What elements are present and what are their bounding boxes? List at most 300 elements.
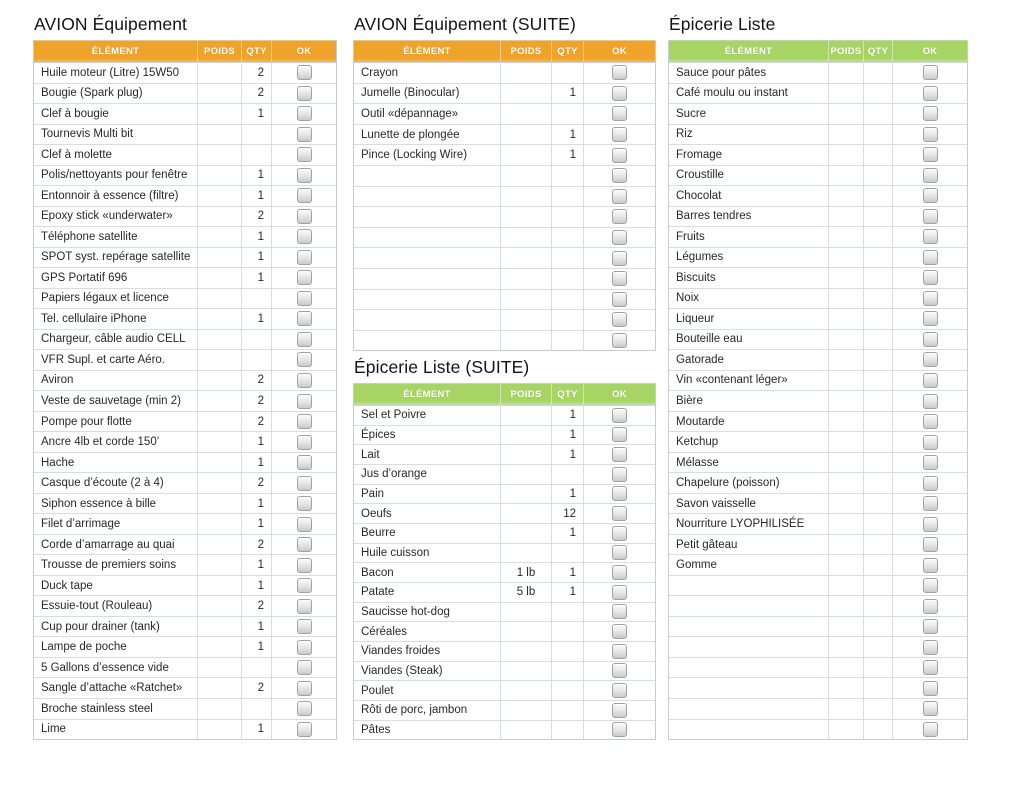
element-cell: Mélasse: [676, 456, 719, 469]
element-cell: Barres tendres: [676, 210, 752, 223]
element-cell: Croustille: [676, 169, 724, 182]
ok-cell: [892, 678, 967, 698]
ok-checkbox[interactable]: [612, 230, 627, 245]
ok-cell: [892, 494, 967, 514]
ok-checkbox[interactable]: [612, 427, 627, 442]
ok-checkbox[interactable]: [923, 496, 938, 511]
element-cell: [669, 576, 828, 596]
table-row: [34, 657, 336, 678]
ok-checkbox[interactable]: [612, 663, 627, 678]
ok-checkbox[interactable]: [297, 537, 312, 552]
table-row: [34, 452, 336, 473]
qty-cell: [863, 494, 892, 514]
ok-cell: [271, 166, 336, 186]
qty-cell: [863, 84, 892, 104]
element-cell: Bougie (Spark plug): [41, 87, 143, 100]
ok-cell: [271, 268, 336, 288]
ok-checkbox[interactable]: [297, 660, 312, 675]
ok-checkbox[interactable]: [297, 578, 312, 593]
poids-cell: [828, 514, 863, 534]
ok-checkbox[interactable]: [297, 250, 312, 265]
ok-cell: [583, 84, 655, 104]
qty-cell: [863, 289, 892, 309]
element-cell: Téléphone satellite: [41, 230, 138, 243]
element-cell: Riz: [676, 128, 693, 141]
ok-checkbox[interactable]: [297, 435, 312, 450]
ok-checkbox[interactable]: [923, 65, 938, 80]
ok-cell: [583, 187, 655, 207]
element-cell: Casque d’écoute (2 à 4): [41, 477, 164, 490]
ok-checkbox[interactable]: [612, 644, 627, 659]
poids-cell: [197, 330, 241, 350]
table-row: [354, 661, 655, 681]
element-cell: [354, 187, 500, 207]
poids-cell: [500, 465, 551, 484]
header-cell-qty: QTY: [551, 41, 583, 62]
ok-checkbox[interactable]: [297, 373, 312, 388]
element-cell: Chocolat: [676, 189, 722, 202]
ok-checkbox[interactable]: [297, 352, 312, 367]
table-row: [354, 268, 655, 289]
qty-cell: 1: [241, 576, 271, 596]
ok-checkbox[interactable]: [612, 189, 627, 204]
qty-cell: 2: [241, 678, 271, 698]
table-row: [34, 698, 336, 719]
table-row: [354, 641, 655, 661]
header-cell-poids: POIDS: [500, 384, 551, 405]
poids-cell: [500, 485, 551, 504]
poids-cell: 1 lb: [500, 563, 551, 582]
ok-checkbox[interactable]: [612, 585, 627, 600]
element-cell: [354, 290, 500, 310]
element-cell: Savon vaisselle: [676, 497, 756, 510]
element-cell: [354, 331, 500, 351]
ok-cell: [892, 658, 967, 678]
table-row: [34, 226, 336, 247]
ok-cell: [892, 350, 967, 370]
table-row: [354, 464, 655, 484]
element-cell: Noix: [676, 292, 700, 305]
ok-cell: [583, 228, 655, 248]
ok-checkbox[interactable]: [923, 127, 938, 142]
ok-cell: [583, 166, 655, 186]
ok-checkbox[interactable]: [297, 455, 312, 470]
ok-checkbox[interactable]: [923, 291, 938, 306]
poids-cell: [828, 350, 863, 370]
table-header-row: [354, 41, 655, 62]
ok-checkbox[interactable]: [612, 703, 627, 718]
ok-checkbox[interactable]: [923, 435, 938, 450]
ok-checkbox[interactable]: [923, 86, 938, 101]
qty-cell: [863, 371, 892, 391]
ok-checkbox[interactable]: [923, 476, 938, 491]
qty-cell: 1: [241, 186, 271, 206]
table-row: [34, 493, 336, 514]
ok-checkbox[interactable]: [612, 312, 627, 327]
ok-cell: [271, 555, 336, 575]
table-row: [669, 226, 967, 247]
ok-cell: [271, 453, 336, 473]
ok-checkbox[interactable]: [612, 486, 627, 501]
poids-cell: [500, 331, 551, 351]
qty-cell: [241, 330, 271, 350]
ok-checkbox[interactable]: [923, 517, 938, 532]
ok-checkbox[interactable]: [612, 271, 627, 286]
poids-cell: [828, 699, 863, 719]
table-row: [354, 700, 655, 720]
ok-checkbox[interactable]: [923, 229, 938, 244]
poids-cell: [828, 494, 863, 514]
page-title: Épicerie Liste: [669, 14, 776, 34]
table-row: [34, 370, 336, 391]
element-cell: Aviron: [41, 374, 74, 387]
qty-cell: [863, 145, 892, 165]
ok-checkbox[interactable]: [297, 209, 312, 224]
ok-checkbox[interactable]: [297, 640, 312, 655]
ok-checkbox[interactable]: [612, 86, 627, 101]
poids-cell: [197, 720, 241, 740]
poids-cell: [500, 721, 551, 740]
qty-cell: 1: [241, 432, 271, 452]
ok-checkbox[interactable]: [923, 455, 938, 470]
table-row: [669, 206, 967, 227]
element-cell: [354, 228, 500, 248]
ok-checkbox[interactable]: [297, 270, 312, 285]
table-row: [354, 144, 655, 165]
ok-checkbox[interactable]: [923, 701, 938, 716]
ok-checkbox[interactable]: [923, 558, 938, 573]
ok-checkbox[interactable]: [612, 408, 627, 423]
element-cell: [354, 269, 500, 289]
element-cell: Fromage: [676, 148, 723, 161]
table-row: [34, 616, 336, 637]
section-epicerie-liste: [668, 13, 968, 740]
header-cell-element: ÉLÉMENT: [403, 46, 451, 57]
ok-checkbox[interactable]: [923, 537, 938, 552]
ok-checkbox[interactable]: [297, 681, 312, 696]
ok-cell: [271, 391, 336, 411]
ok-cell: [583, 290, 655, 310]
header-cell-ok: OK: [892, 41, 967, 62]
ok-cell: [583, 662, 655, 681]
ok-checkbox[interactable]: [297, 291, 312, 306]
ok-checkbox[interactable]: [923, 270, 938, 285]
poids-cell: [500, 406, 551, 425]
ok-checkbox[interactable]: [612, 65, 627, 80]
element-cell: Beurre: [361, 527, 396, 540]
table-row: [34, 329, 336, 350]
ok-checkbox[interactable]: [612, 292, 627, 307]
ok-checkbox[interactable]: [612, 526, 627, 541]
poids-cell: [197, 637, 241, 657]
ok-checkbox[interactable]: [612, 333, 627, 348]
ok-checkbox[interactable]: [923, 147, 938, 162]
qty-cell: [863, 555, 892, 575]
ok-cell: [271, 186, 336, 206]
ok-cell: [583, 207, 655, 227]
table-row: [34, 288, 336, 309]
poids-cell: [197, 63, 241, 83]
ok-checkbox[interactable]: [612, 148, 627, 163]
poids-cell: [828, 145, 863, 165]
ok-cell: [892, 84, 967, 104]
ok-checkbox[interactable]: [612, 447, 627, 462]
poids-cell: [828, 576, 863, 596]
element-cell: GPS Portatif 696: [41, 271, 128, 284]
ok-cell: [583, 248, 655, 268]
ok-checkbox[interactable]: [923, 311, 938, 326]
element-cell: Petit gâteau: [676, 538, 738, 551]
element-cell: Légumes: [676, 251, 724, 264]
qty-cell: [863, 63, 892, 83]
poids-cell: [197, 227, 241, 247]
poids-cell: [828, 555, 863, 575]
ok-checkbox[interactable]: [612, 168, 627, 183]
ok-cell: [271, 473, 336, 493]
qty-cell: [551, 104, 583, 124]
ok-checkbox[interactable]: [923, 209, 938, 224]
qty-cell: 2: [241, 473, 271, 493]
table-row: [34, 144, 336, 165]
ok-checkbox[interactable]: [923, 250, 938, 265]
ok-checkbox[interactable]: [923, 660, 938, 675]
qty-cell: 1: [551, 125, 583, 145]
ok-checkbox[interactable]: [297, 414, 312, 429]
ok-checkbox[interactable]: [612, 467, 627, 482]
poids-cell: [197, 617, 241, 637]
qty-cell: 1: [241, 227, 271, 247]
ok-checkbox[interactable]: [297, 332, 312, 347]
ok-checkbox[interactable]: [612, 565, 627, 580]
poids-cell: [197, 289, 241, 309]
table-row: [669, 165, 967, 186]
element-cell: Saucisse hot-dog: [361, 605, 450, 618]
element-cell: Hache: [41, 456, 75, 469]
qty-cell: [863, 678, 892, 698]
qty-cell: 1: [551, 426, 583, 445]
ok-cell: [271, 412, 336, 432]
qty-cell: [863, 576, 892, 596]
ok-checkbox[interactable]: [923, 640, 938, 655]
table-header-row: [354, 384, 655, 405]
ok-checkbox[interactable]: [297, 394, 312, 409]
poids-cell: [500, 642, 551, 661]
table-row: [669, 144, 967, 165]
element-cell: Chapelure (poisson): [676, 477, 780, 490]
poids-cell: [197, 84, 241, 104]
ok-checkbox[interactable]: [923, 106, 938, 121]
qty-cell: 2: [241, 63, 271, 83]
element-cell: Entonnoir à essence (filtre): [41, 189, 179, 202]
ok-checkbox[interactable]: [297, 619, 312, 634]
ok-checkbox[interactable]: [612, 209, 627, 224]
ok-checkbox[interactable]: [612, 722, 627, 737]
poids-cell: [197, 371, 241, 391]
header-cell-ok: OK: [583, 384, 655, 405]
ok-checkbox[interactable]: [297, 558, 312, 573]
table-row: [34, 62, 336, 83]
ok-checkbox[interactable]: [297, 168, 312, 183]
ok-checkbox[interactable]: [297, 188, 312, 203]
ok-checkbox[interactable]: [923, 373, 938, 388]
ok-checkbox[interactable]: [297, 311, 312, 326]
qty-cell: [551, 603, 583, 622]
ok-cell: [583, 465, 655, 484]
element-cell: Pompe pour flotte: [41, 415, 132, 428]
ok-checkbox[interactable]: [297, 106, 312, 121]
ok-cell: [271, 309, 336, 329]
ok-cell: [271, 248, 336, 268]
ok-cell: [583, 622, 655, 641]
qty-cell: 2: [241, 535, 271, 555]
table-row: [354, 680, 655, 700]
ok-cell: [892, 104, 967, 124]
poids-cell: [197, 514, 241, 534]
ok-checkbox[interactable]: [612, 106, 627, 121]
table-row: [669, 308, 967, 329]
element-cell: Sangle d’attache «Ratchet»: [41, 682, 183, 695]
ok-checkbox[interactable]: [297, 65, 312, 80]
ok-checkbox[interactable]: [297, 722, 312, 737]
ok-checkbox[interactable]: [612, 683, 627, 698]
poids-cell: [197, 555, 241, 575]
element-cell: [669, 699, 828, 719]
ok-checkbox[interactable]: [612, 506, 627, 521]
epicerie-liste-suite-table: [353, 383, 656, 740]
table-row: [34, 247, 336, 268]
poids-cell: [500, 426, 551, 445]
ok-cell: [583, 504, 655, 523]
element-cell: Jumelle (Binocular): [361, 87, 460, 100]
ok-checkbox[interactable]: [297, 496, 312, 511]
qty-cell: [241, 350, 271, 370]
table-row: [669, 370, 967, 391]
section-epicerie-liste-suite: [353, 356, 656, 740]
ok-checkbox[interactable]: [923, 352, 938, 367]
qty-cell: 1: [241, 166, 271, 186]
ok-checkbox[interactable]: [297, 701, 312, 716]
poids-cell: [828, 289, 863, 309]
ok-cell: [892, 330, 967, 350]
table-row: [354, 206, 655, 227]
ok-cell: [583, 104, 655, 124]
qty-cell: [551, 187, 583, 207]
element-cell: [669, 596, 828, 616]
table-row: [354, 582, 655, 602]
poids-cell: [197, 166, 241, 186]
ok-cell: [583, 145, 655, 165]
ok-checkbox[interactable]: [923, 188, 938, 203]
ok-checkbox[interactable]: [612, 251, 627, 266]
table-row: [669, 677, 967, 698]
ok-cell: [892, 125, 967, 145]
table-row: [354, 309, 655, 330]
table-row: [354, 83, 655, 104]
ok-cell: [892, 453, 967, 473]
qty-cell: 1: [241, 248, 271, 268]
table-row: [354, 602, 655, 622]
element-cell: [354, 310, 500, 330]
epicerie-liste-table: [668, 40, 968, 740]
ok-checkbox[interactable]: [923, 332, 938, 347]
table-row: [669, 493, 967, 514]
ok-checkbox[interactable]: [297, 517, 312, 532]
element-cell: Ketchup: [676, 436, 719, 449]
ok-checkbox[interactable]: [612, 624, 627, 639]
ok-cell: [583, 406, 655, 425]
qty-cell: [863, 104, 892, 124]
ok-checkbox[interactable]: [923, 168, 938, 183]
ok-cell: [271, 145, 336, 165]
ok-checkbox[interactable]: [923, 394, 938, 409]
poids-cell: [500, 290, 551, 310]
ok-cell: [271, 596, 336, 616]
poids-cell: [197, 145, 241, 165]
poids-cell: [197, 186, 241, 206]
avion-equipement-suite-table: [353, 40, 656, 351]
ok-checkbox[interactable]: [297, 147, 312, 162]
table-row: [34, 124, 336, 145]
table-row: [669, 657, 967, 678]
ok-checkbox[interactable]: [923, 414, 938, 429]
ok-checkbox[interactable]: [923, 599, 938, 614]
poids-cell: [828, 535, 863, 555]
avion-equipement-table: [33, 40, 337, 740]
element-cell: Jus d’orange: [361, 468, 427, 481]
ok-checkbox[interactable]: [297, 476, 312, 491]
poids-cell: [828, 412, 863, 432]
poids-cell: [500, 622, 551, 641]
ok-checkbox[interactable]: [297, 86, 312, 101]
ok-checkbox[interactable]: [612, 127, 627, 142]
ok-cell: [892, 535, 967, 555]
table-row: [669, 267, 967, 288]
qty-cell: [863, 125, 892, 145]
ok-checkbox[interactable]: [923, 619, 938, 634]
ok-checkbox[interactable]: [923, 722, 938, 737]
ok-cell: [271, 720, 336, 740]
poids-cell: [828, 207, 863, 227]
ok-cell: [892, 391, 967, 411]
poids-cell: 5 lb: [500, 583, 551, 602]
element-cell: [354, 166, 500, 186]
table-row: [34, 677, 336, 698]
qty-cell: [551, 642, 583, 661]
ok-checkbox[interactable]: [923, 578, 938, 593]
table-row: [354, 523, 655, 543]
header-cell-element: ÉLÉMENT: [403, 389, 451, 400]
ok-checkbox[interactable]: [923, 681, 938, 696]
table-row: [354, 165, 655, 186]
qty-cell: [551, 701, 583, 720]
ok-cell: [892, 720, 967, 740]
ok-checkbox[interactable]: [612, 545, 627, 560]
element-cell: Duck tape: [41, 579, 93, 592]
poids-cell: [197, 576, 241, 596]
table-row: [34, 719, 336, 740]
header-cell-poids: POIDS: [500, 41, 551, 62]
poids-cell: [197, 432, 241, 452]
ok-cell: [892, 371, 967, 391]
qty-cell: [551, 721, 583, 740]
ok-checkbox[interactable]: [612, 604, 627, 619]
ok-cell: [583, 721, 655, 740]
ok-checkbox[interactable]: [297, 127, 312, 142]
table-row: [34, 575, 336, 596]
element-cell: Viandes froides: [361, 645, 441, 658]
ok-checkbox[interactable]: [297, 599, 312, 614]
ok-checkbox[interactable]: [297, 229, 312, 244]
